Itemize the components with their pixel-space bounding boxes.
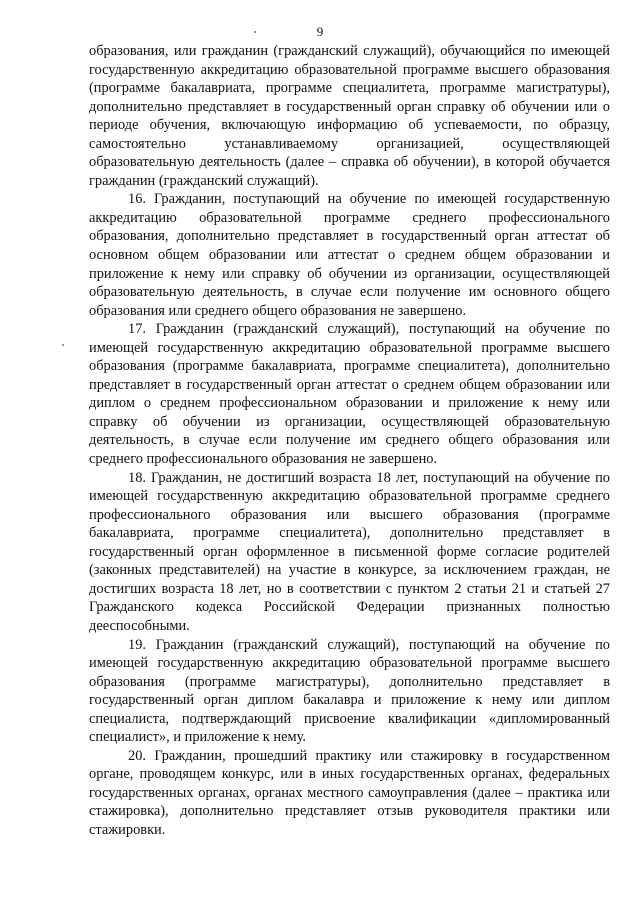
paragraph-16: 16. Гражданин, поступающий на обучение по имеющей государственную аккредитацию образовательной программе среднего профессионального образования, дополнительно представляет в государственный орган аттестат об основном общем образовании или аттестат о среднем общем образовании и приложение к нему или справку об обучении из организации, осуществляющей образовательную деятельность, в случае если получение им основного общего образования или среднего общего образования не завершено. [89, 191, 610, 319]
paragraph-19: 19. Гражданин (гражданский служащий), поступающий на обучение по имеющей государственную аккредитацию образовательной программе высшего образования (программе магистратуры), дополнительно представляет в государственный орган диплом бакалавра и приложение к нему или диплом специалиста, подтверждающий присвоение квалификации «дипломированный специалист», и приложение к нему. [89, 636, 610, 746]
paragraph-17: 17. Гражданин (гражданский служащий), поступающий на обучение по имеющей государственную аккредитацию образовательной программе высшего образования (программе бакалавриата, программе специалитета), дополнительно представляет в государственный орган аттестат о среднем общем образовании или диплом о среднем профессиональном образовании и приложение к нему или справку об обучении из организации, осуществляющей образовательную деятельность, в случае если получение им среднего общего образования или среднего профессионального образования не завершено. [89, 321, 610, 468]
scan-speck [62, 344, 64, 346]
page-number: 9 [316, 24, 324, 39]
paragraph-20: 20. Гражданин, прошедший практику или стажировку в государственном органе, проводящем конкурс, или в иных государственных органах, федеральных государственных органах, органах местного самоуправления (далее – практика или стажировка), дополнительно представляет отзыв руководителя практики или стажировки. [89, 747, 610, 838]
document-body [89, 42, 610, 840]
paragraph-15-continuation: образования, или гражданин (гражданский служащий), обучающийся по имеющей государственную аккредитацию образовательной программе высшего образования (программе бакалавриата, программе специалитета, программе магистратуры), дополнительно представляет в государственный орган справку об обучении или о периоде обучения, включающую информацию об успеваемости, по образцу, самостоятельно устанавливаемому организацией, осуществляющей образовательную деятельность (далее – справка об обучении), в которой обучается гражданин (гражданский служащий). [89, 43, 610, 189]
paragraph-18: 18. Гражданин, не достигший возраста 18 лет, поступающий на обучение по имеющей государственную аккредитацию образовательной программе среднего профессионального образования или высшего образования (программе бакалавриата, программе специалитета), дополнительно представляет в государственный орган оформленное в письменной форме согласие родителей (законных представителей) на участие в конкурсе, за исключением граждан, не достигших возраста 18 лет, но в соответствии с пунктом 2 статьи 21 и статьей 27 Гражданского кодекса Российской Федерации признанных полностью дееспособными. [89, 469, 610, 634]
